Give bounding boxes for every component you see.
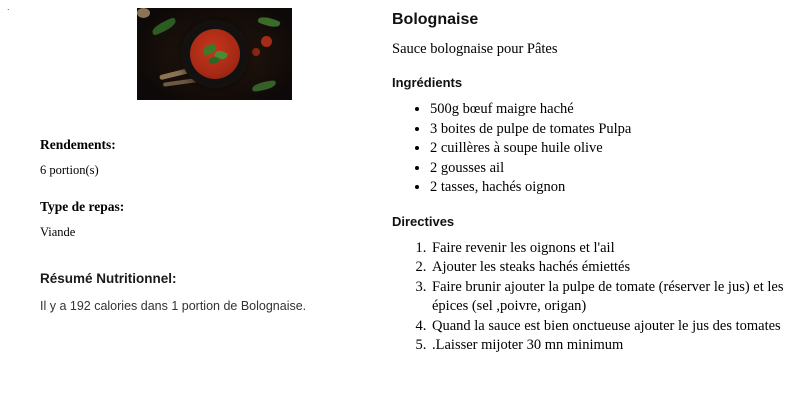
nutrition-title: Résumé Nutritionnel:	[40, 271, 177, 286]
tomato-icon	[252, 48, 260, 56]
herb-leaf-icon	[150, 17, 177, 36]
list-item: • 3 boites de pulpe de tomates Pulpa	[430, 120, 792, 140]
list-item: • 500g bœuf maigre haché	[430, 100, 792, 120]
page-corner-marker: .	[7, 2, 10, 12]
recipe-subtitle: Sauce bolognaise pour Pâtes	[392, 41, 558, 57]
list-item: 1. Faire revenir les oignons et l'ail	[430, 239, 792, 259]
right-column	[392, 0, 792, 412]
nutrition-text: Il y a 192 calories dans 1 portion de Bolognaise.	[40, 299, 307, 313]
yield-label: Rendements:	[40, 137, 116, 152]
directions-list	[392, 239, 792, 356]
left-column	[0, 0, 380, 412]
wooden-spoon-bowl-icon	[137, 8, 150, 18]
list-item: 5. .Laisser mijoter 30 mn minimum	[430, 336, 792, 356]
list-item: 4. Quand la sauce est bien onctueuse ajouter le jus des tomates	[430, 317, 792, 337]
herb-leaf-icon	[251, 80, 276, 92]
list-item: • 2 tasses, hachés oignon	[430, 178, 792, 198]
list-item: • 2 gousses ail	[430, 159, 792, 179]
page-title: Bolognaise	[392, 11, 479, 28]
ingredients-heading: Ingrédients	[392, 75, 463, 90]
directions-heading: Directives	[392, 213, 455, 229]
photo-inner	[137, 8, 292, 100]
yield-value: 6 portion(s)	[40, 163, 99, 177]
list-item: 3. Faire brunir ajouter la pulpe de tomate (réserver le jus) et les épices (sel ,poivre, origan)	[430, 278, 792, 317]
meal-type-value: Viande	[40, 225, 76, 239]
tomato-icon	[261, 36, 272, 47]
nutrition-summary	[40, 270, 370, 315]
herb-leaf-icon	[257, 15, 280, 29]
recipe-photo	[137, 8, 292, 100]
list-item: • 2 cuillères à soupe huile olive	[430, 139, 792, 159]
recipe-meta	[40, 136, 360, 240]
list-item: 2. Ajouter les steaks hachés émiettés	[430, 258, 792, 278]
ingredients-list	[392, 100, 792, 198]
meal-type-label: Type de repas:	[40, 199, 125, 214]
